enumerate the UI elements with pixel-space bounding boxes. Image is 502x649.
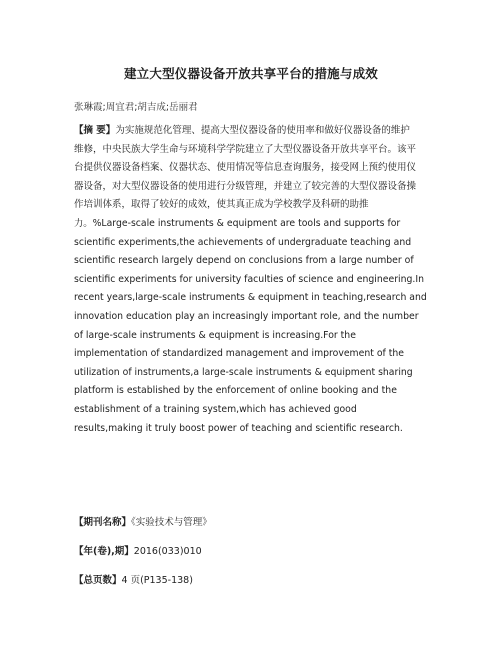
abstract-text-en: implementation of standardized management and improvement of the [74, 348, 404, 360]
abstract-line-1 [74, 122, 432, 141]
abstract-text-en: scientific experiments for university faculties of science and engineering.In [74, 273, 424, 285]
author-list: 张琳霞;周宜君;胡吉成;岳丽君 [74, 102, 198, 113]
abstract-text-en: scientific research largely depend on conclusions from a large number of [74, 255, 414, 267]
abstract-text-cn: 为实施规范化管理、提高大型仪器设备的使用率和做好仪器设备的维护 [115, 125, 410, 136]
abstract-text-en: 力。%Large-scale instruments & equipment are tools and supports for [74, 217, 401, 229]
journal-name-label: 【期刊名称】 [74, 517, 132, 528]
document-title: 建立大型仪器设备开放共享平台的措施与成效 [123, 66, 378, 81]
abstract-text-en: platform is established by the enforcement of online booking and the [74, 385, 397, 397]
abstract-text-cn: 器设备，对大型仪器设备的使用进行分级管理，并建立了较完善的大型仪器设备操 [74, 180, 417, 192]
abstract-text-cn: 作培训体系，取得了较好的成效，使其真正成为学校教学及科研的助推 [74, 199, 369, 211]
abstract-block [74, 122, 432, 438]
abstract-text-en: establishment of a training system,which has achieved good [74, 403, 357, 415]
abstract-text-cn: 台提供仪器设备档案、仪器状态、使用情况等信息查询服务，接受网上预约使用仪 [74, 162, 417, 174]
abstract-text-cn: 维修，中央民族大学生命与环境科学学院建立了大型仪器设备开放共享平台。该平 [74, 143, 417, 155]
abstract-label: 【摘 要】 [74, 125, 116, 136]
year-issue-value: 2016(033)010 [133, 546, 202, 557]
year-issue-row [74, 543, 202, 557]
journal-name-value: 《实验技术与管理》 [131, 517, 212, 528]
page-count-label: 【总页数】 [74, 575, 122, 586]
abstract-text-en: results,making it truly boost power of teaching and scientific research. [74, 422, 403, 434]
abstract-text-en: recent years,large-scale instruments & equipment in teaching,research and [74, 292, 427, 304]
abstract-text-en: innovation education play an increasingly important role, and the number [74, 310, 419, 322]
abstract-text-en: utilization of instruments,a large-scale instruments & equipment sharing [74, 366, 413, 378]
journal-name-row [74, 514, 212, 528]
abstract-text-en: scientific experiments,the achievements of undergraduate teaching and [74, 236, 412, 248]
page-count-value: 4 页(P135-138) [121, 575, 193, 586]
abstract-text-en: of large-scale instruments & equipment is increasing.For the [74, 329, 356, 341]
page-count-row [74, 572, 193, 586]
year-issue-label: 【年(卷),期】 [74, 546, 134, 557]
